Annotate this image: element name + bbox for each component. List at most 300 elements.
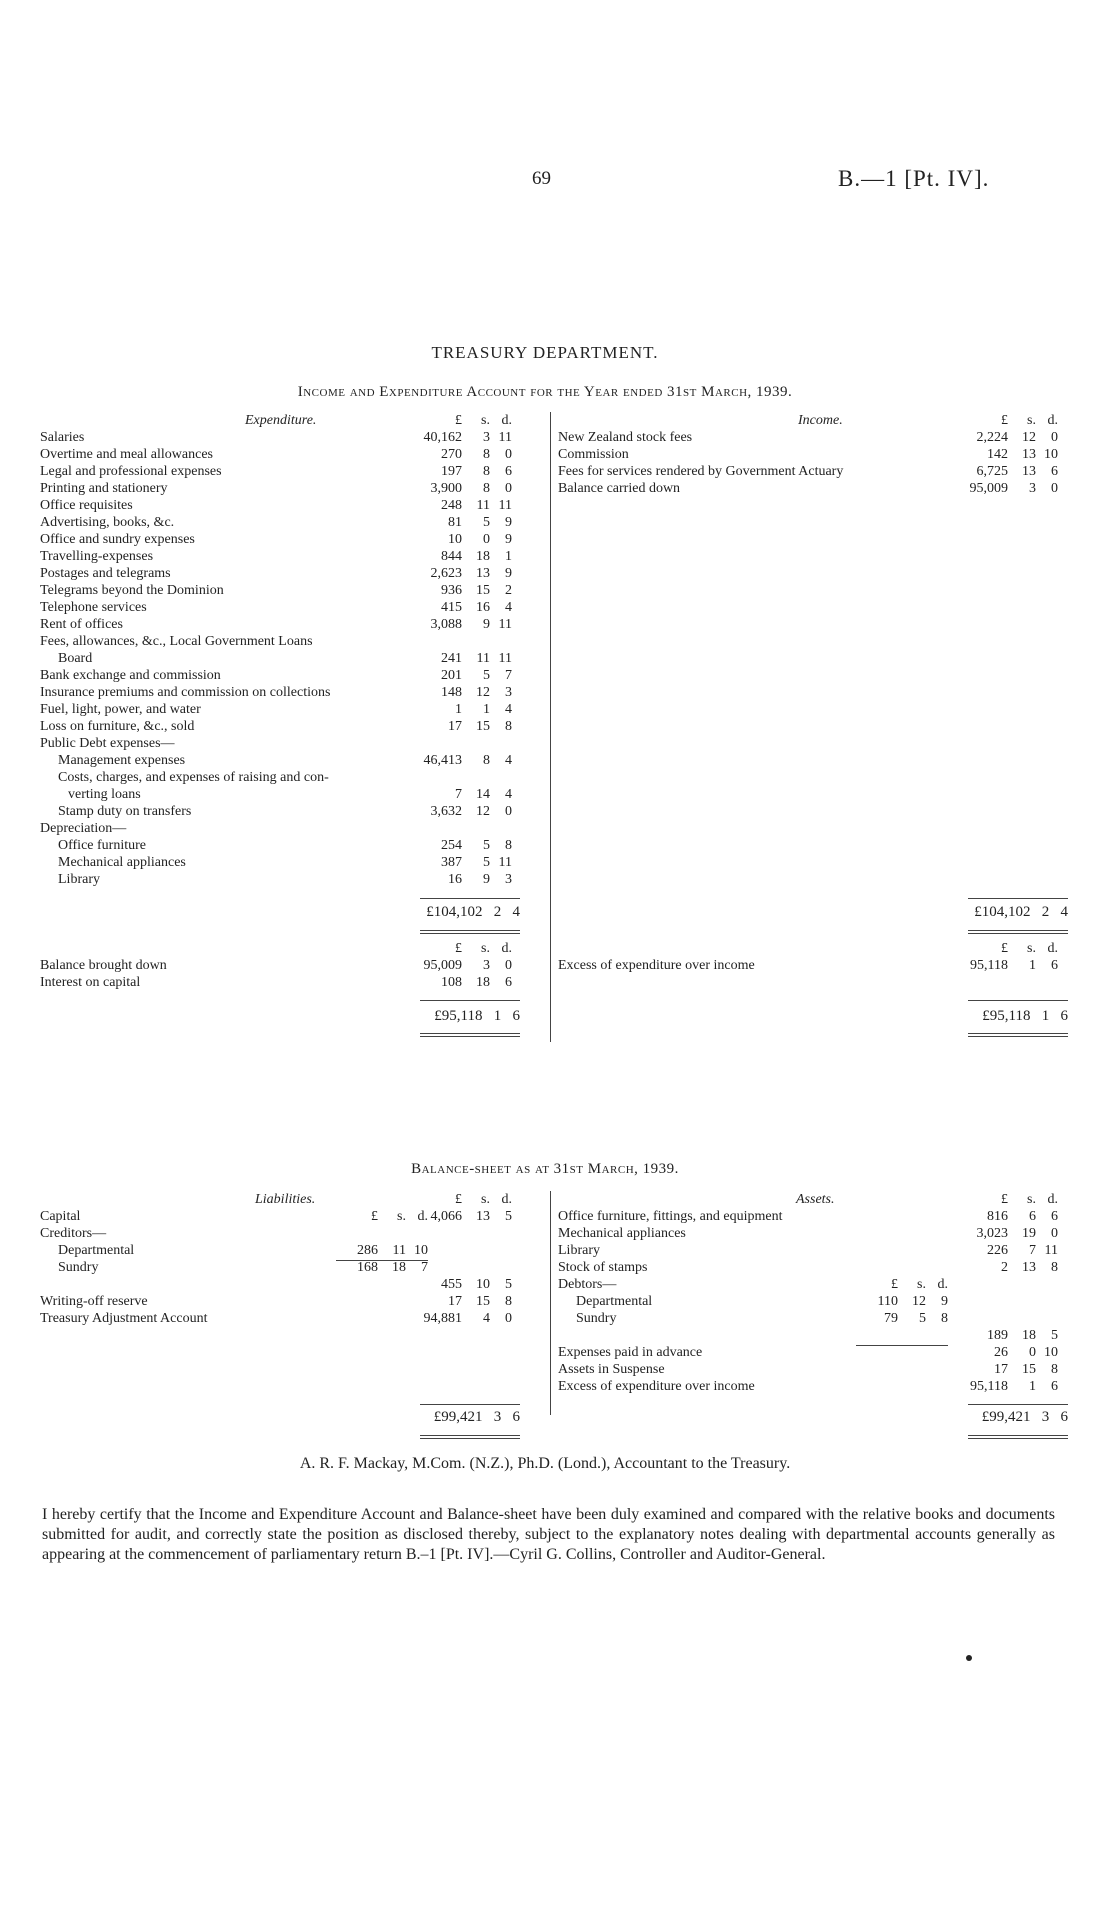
shillings: 3 [1029, 481, 1036, 496]
shillings: 14 [476, 787, 490, 802]
income-expenditure-account [40, 412, 1068, 1052]
pounds: 248 [441, 498, 462, 513]
pence: 6 [505, 975, 512, 990]
shillings-header: s. [1027, 941, 1036, 956]
ledger-row [40, 582, 510, 599]
pounds: 387 [441, 855, 462, 870]
double-rule [968, 1033, 1068, 1037]
pence: 5 [505, 1277, 512, 1292]
shillings: 5 [919, 1311, 926, 1326]
shillings: 18 [392, 1260, 406, 1275]
pence: 11 [498, 430, 512, 445]
row-label: Commission [558, 447, 629, 462]
pounds: 17 [448, 719, 462, 734]
pounds: 16 [448, 872, 462, 887]
ledger-row [40, 701, 510, 718]
row-label: Expenses paid in advance [558, 1345, 703, 1360]
row-label: Costs, charges, and expenses of raising and con- [58, 770, 329, 785]
shillings: 6 [1029, 1209, 1036, 1224]
ledger-row [40, 974, 510, 991]
ledger-row [558, 957, 1058, 974]
pounds: 142 [987, 447, 1008, 462]
pence: 10 [1044, 1345, 1058, 1360]
income-account-heading: Income and Expenditure Account for the Year ended 31st March, 1939. [297, 384, 793, 400]
pence: 0 [505, 481, 512, 496]
pence: 6 [1051, 958, 1058, 973]
ledger-row [558, 1259, 1058, 1276]
row-label: Salaries [40, 430, 85, 445]
shillings: 5 [483, 668, 490, 683]
row-label: Travelling-expenses [40, 549, 154, 564]
ledger-row [40, 1259, 510, 1276]
pounds: 226 [987, 1243, 1008, 1258]
pence: 4 [505, 787, 512, 802]
ledger-row [558, 429, 1058, 446]
shillings: 5 [483, 838, 490, 853]
pence: 5 [505, 1209, 512, 1224]
page-number: 69 [532, 168, 551, 189]
pence: 6 [1051, 1209, 1058, 1224]
balance-sheet [40, 1191, 1068, 1425]
ledger-row [40, 735, 510, 752]
pence: 3 [505, 685, 512, 700]
pounds: 2 [1001, 1260, 1008, 1275]
ledger-row [40, 633, 510, 650]
row-label: Excess of expenditure over income [558, 958, 755, 973]
pounds: 10 [448, 532, 462, 547]
pounds: 3,088 [430, 617, 462, 632]
ledger-row [558, 1225, 1058, 1242]
row-label: Debtors— [558, 1277, 617, 1292]
pence: 11 [498, 617, 512, 632]
shillings: 8 [483, 464, 490, 479]
ledger-row [558, 1378, 1058, 1395]
shillings: 15 [476, 719, 490, 734]
pounds: 286 [357, 1243, 378, 1258]
shillings: 13 [1022, 464, 1036, 479]
row-label: Balance carried down [558, 481, 681, 496]
pence: 0 [1051, 1226, 1058, 1241]
ledger-row [40, 803, 510, 820]
pounds: 108 [441, 975, 462, 990]
pounds: 148 [441, 685, 462, 700]
pounds-header: £ [455, 1192, 462, 1207]
row-label: Telegrams beyond the Dominion [40, 583, 224, 598]
shillings-header: s. [481, 941, 490, 956]
shillings: 19 [1022, 1226, 1036, 1241]
pounds: 40,162 [423, 430, 462, 445]
income-header: Income. [798, 413, 843, 428]
pence: 6 [505, 464, 512, 479]
pounds: 17 [994, 1362, 1008, 1377]
row-label: Office furniture [58, 838, 146, 853]
pence: 9 [505, 532, 512, 547]
ledger-row [40, 616, 510, 633]
pounds: 3,632 [430, 804, 462, 819]
double-rule [968, 1435, 1068, 1439]
shillings: 15 [476, 583, 490, 598]
expenditure-total: £104,102 2 4 [426, 904, 520, 920]
shillings: 8 [483, 753, 490, 768]
assets-rows [558, 1208, 1058, 1395]
shillings: 1 [1029, 958, 1036, 973]
row-label: Mechanical appliances [558, 1226, 686, 1241]
ledger-row [40, 957, 510, 974]
rule [968, 1000, 1068, 1001]
pence: 9 [941, 1294, 948, 1309]
expenditure-rows [40, 429, 510, 888]
pence: 5 [1051, 1328, 1058, 1343]
assets-header: Assets. [796, 1192, 835, 1207]
ledger-row [558, 1276, 1058, 1293]
shillings: 7 [1029, 1243, 1036, 1258]
ledger-row [558, 1327, 1058, 1344]
shillings: 13 [1022, 1260, 1036, 1275]
shillings: 3 [483, 430, 490, 445]
pounds: 94,881 [423, 1311, 462, 1326]
pence: 4 [505, 600, 512, 615]
row-label: Capital [40, 1209, 81, 1224]
row-label: Office and sundry expenses [40, 532, 195, 547]
ledger-row [40, 463, 510, 480]
rule [420, 1404, 520, 1405]
pounds: 81 [448, 515, 462, 530]
liabilities-rows [40, 1208, 510, 1327]
pounds: 3,023 [976, 1226, 1008, 1241]
pence: 1 [505, 549, 512, 564]
row-label: Sundry [576, 1311, 617, 1326]
balance-total-left: £95,118 1 6 [434, 1008, 520, 1024]
ledger-row [40, 650, 510, 667]
shillings: 11 [392, 1243, 406, 1258]
pence: 9 [505, 515, 512, 530]
pounds: 110 [877, 1294, 898, 1309]
pence: 7 [505, 668, 512, 683]
pence-header: d. [417, 1209, 428, 1224]
shillings: 1 [1029, 1379, 1036, 1394]
pounds-header: £ [455, 413, 462, 428]
shillings-header: s. [397, 1209, 406, 1224]
pounds: 816 [987, 1209, 1008, 1224]
row-label: Balance brought down [40, 958, 167, 973]
shillings: 18 [476, 549, 490, 564]
pounds: 201 [441, 668, 462, 683]
pounds: 95,009 [423, 958, 462, 973]
pence: 6 [1051, 464, 1058, 479]
shillings: 18 [476, 975, 490, 990]
row-label: Advertising, books, &c. [40, 515, 175, 530]
pounds: 95,118 [970, 1379, 1008, 1394]
row-label: Overtime and meal allowances [40, 447, 213, 462]
pence: 0 [505, 447, 512, 462]
pounds: 415 [441, 600, 462, 615]
row-label: Depreciation— [40, 821, 127, 836]
row-label: Fees, allowances, &c., Local Government Loans [40, 634, 313, 649]
pounds-header: £ [1001, 1192, 1008, 1207]
expenditure-header: Expenditure. [245, 413, 317, 428]
pence: 0 [505, 1311, 512, 1326]
ledger-row [40, 718, 510, 735]
double-rule [420, 1033, 520, 1037]
pounds: 168 [357, 1260, 378, 1275]
ledger-row [40, 684, 510, 701]
pounds: 95,118 [970, 958, 1008, 973]
row-label: New Zealand stock fees [558, 430, 693, 445]
row-label: Bank exchange and commission [40, 668, 221, 683]
ledger-row [40, 1276, 510, 1293]
row-label: Management expenses [58, 753, 186, 768]
pence: 0 [1051, 481, 1058, 496]
shillings: 5 [483, 855, 490, 870]
pounds: 17 [448, 1294, 462, 1309]
ledger-row [558, 1293, 1058, 1310]
row-label: Excess of expenditure over income [558, 1379, 755, 1394]
pounds: 4,066 [430, 1209, 462, 1224]
row-label: Library [58, 872, 100, 887]
shillings: 13 [1022, 447, 1036, 462]
pounds: 3,900 [430, 481, 462, 496]
pounds: 254 [441, 838, 462, 853]
shillings-header: s. [481, 413, 490, 428]
pence: 8 [505, 838, 512, 853]
pounds: 1 [455, 702, 462, 717]
ledger-row [40, 1208, 510, 1225]
ledger-row [40, 820, 510, 837]
pounds: 79 [884, 1311, 898, 1326]
ledger-row [40, 429, 510, 446]
shillings: 15 [476, 1294, 490, 1309]
ledger-row [558, 1344, 1058, 1361]
column-divider [550, 412, 551, 1042]
shillings-header: s. [481, 1192, 490, 1207]
pounds: 7 [455, 787, 462, 802]
rule [336, 1260, 428, 1261]
ledger-row [40, 837, 510, 854]
double-rule [420, 930, 520, 934]
row-label: Office requisites [40, 498, 133, 513]
pence: 11 [498, 855, 512, 870]
row-label: Departmental [576, 1294, 653, 1309]
ledger-row [40, 531, 510, 548]
shillings-header: s. [1027, 1192, 1036, 1207]
shillings: 16 [476, 600, 490, 615]
department-title: TREASURY DEPARTMENT. [431, 343, 659, 362]
ledger-row [40, 446, 510, 463]
shillings-header: s. [1027, 413, 1036, 428]
ledger-row [558, 446, 1058, 463]
ledger-row [558, 463, 1058, 480]
row-label: Mechanical appliances [58, 855, 186, 870]
pounds: 189 [987, 1328, 1008, 1343]
balance-right-rows [558, 957, 1058, 974]
rule [968, 1404, 1068, 1405]
row-label: Stock of stamps [558, 1260, 648, 1275]
double-rule [968, 930, 1068, 934]
pence: 8 [505, 1294, 512, 1309]
row-label: Office furniture, fittings, and equipment [558, 1209, 783, 1224]
pence: 8 [505, 719, 512, 734]
shillings: 3 [483, 958, 490, 973]
ledger-row [40, 786, 510, 803]
shillings: 13 [476, 1209, 490, 1224]
shillings: 9 [483, 872, 490, 887]
income-rows [558, 429, 1058, 497]
ledger-row [40, 497, 510, 514]
pence: 6 [1051, 1379, 1058, 1394]
ledger-row [40, 1293, 510, 1310]
shillings: 1 [483, 702, 490, 717]
row-label: Loss on furniture, &c., sold [40, 719, 195, 734]
pence: 0 [505, 958, 512, 973]
ledger-row [558, 1208, 1058, 1225]
pounds: 455 [441, 1277, 462, 1292]
pounds-header: £ [891, 1277, 898, 1292]
shillings: 8 [483, 447, 490, 462]
pence: 8 [1051, 1260, 1058, 1275]
ledger-row [558, 1361, 1058, 1378]
ledger-row [40, 565, 510, 582]
pence-header: d. [1047, 941, 1058, 956]
pence: 2 [505, 583, 512, 598]
accountant-signature: A. R. F. Mackay, M.Com. (N.Z.), Ph.D. (Lond.), Accountant to the Treasury. [299, 1455, 791, 1472]
ledger-row [40, 548, 510, 565]
liabilities-header: Liabilities. [255, 1192, 316, 1207]
pounds: 2,224 [976, 430, 1008, 445]
row-label: Library [558, 1243, 600, 1258]
row-label: Insurance premiums and commission on collections [40, 685, 331, 700]
document-reference: B.—1 [Pt. IV]. [838, 166, 990, 191]
rule [856, 1345, 948, 1346]
ledger-row [40, 1225, 510, 1242]
row-label: Sundry [58, 1260, 99, 1275]
shillings: 10 [476, 1277, 490, 1292]
pence: 8 [941, 1311, 948, 1326]
pence: 0 [505, 804, 512, 819]
shillings: 9 [483, 617, 490, 632]
row-label: Rent of offices [40, 617, 123, 632]
shillings: 11 [476, 651, 490, 666]
pounds: 6,725 [976, 464, 1008, 479]
double-rule [420, 1435, 520, 1439]
pounds: 270 [441, 447, 462, 462]
pence: 3 [505, 872, 512, 887]
pounds: 936 [441, 583, 462, 598]
shillings: 12 [1022, 430, 1036, 445]
shillings: 0 [1029, 1345, 1036, 1360]
ledger-row [558, 1310, 1058, 1327]
row-label: Legal and professional expenses [40, 464, 222, 479]
pounds: 241 [441, 651, 462, 666]
balance-left-rows [40, 957, 510, 991]
shillings: 12 [476, 685, 490, 700]
assets-total: £99,421 3 6 [981, 1409, 1068, 1425]
pounds: 2,623 [430, 566, 462, 581]
pounds: 95,009 [969, 481, 1008, 496]
liabilities-total: £99,421 3 6 [433, 1409, 520, 1425]
pence: 11 [498, 651, 512, 666]
balance-sheet-heading: Balance-sheet as at 31st March, 1939. [411, 1161, 679, 1177]
pounds-header: £ [455, 941, 462, 956]
ledger-row [40, 599, 510, 616]
ledger-row [40, 1242, 510, 1259]
pounds-header: £ [371, 1209, 378, 1224]
ledger-row [40, 752, 510, 769]
row-label: Board [58, 651, 93, 666]
balance-total-right: £95,118 1 6 [982, 1008, 1068, 1024]
pence: 10 [414, 1243, 428, 1258]
row-label: Writing-off reserve [40, 1294, 148, 1309]
pence: 11 [1044, 1243, 1058, 1258]
ledger-row [40, 1310, 510, 1327]
row-label: Public Debt expenses— [40, 736, 175, 751]
ledger-row [40, 667, 510, 684]
pence-header: d. [937, 1277, 948, 1292]
column-divider [550, 1191, 551, 1415]
pence-header: d. [501, 413, 512, 428]
row-label: verting loans [68, 787, 141, 802]
pence: 4 [505, 702, 512, 717]
pence: 10 [1044, 447, 1058, 462]
income-total: £104,102 2 4 [974, 904, 1068, 920]
audit-certification: I hereby certify that the Income and Expenditure Account and Balance-sheet have been duly examined and compared with the relative books and documents submitted for audit, and correctly state the position as disclosed thereby, subject to the explanatory notes dealing with departmental accounts generally as appearing at the commencement of parliamentary return B.–1 [Pt. IV].—Cyril G. Collins, Controller and Auditor-General. [42, 1506, 1055, 1563]
row-label: Interest on capital [40, 975, 141, 990]
rule [420, 898, 520, 899]
row-label: Treasury Adjustment Account [40, 1311, 208, 1326]
pounds: 844 [441, 549, 462, 564]
shillings: 5 [483, 515, 490, 530]
pence-header: d. [1047, 413, 1058, 428]
pence-header: d. [501, 941, 512, 956]
shillings: 12 [476, 804, 490, 819]
row-label: Telephone services [40, 600, 147, 615]
pounds-header: £ [1001, 413, 1008, 428]
row-label: Printing and stationery [40, 481, 168, 496]
pence: 7 [421, 1260, 428, 1275]
shillings: 0 [483, 532, 490, 547]
row-label: Stamp duty on transfers [58, 804, 192, 819]
shillings: 8 [483, 481, 490, 496]
shillings: 4 [483, 1311, 490, 1326]
pounds-header: £ [1001, 941, 1008, 956]
ledger-row [40, 871, 510, 888]
row-label: Creditors— [40, 1226, 107, 1241]
ledger-row [558, 1242, 1058, 1259]
shillings: 11 [476, 498, 490, 513]
row-label: Assets in Suspense [558, 1362, 665, 1377]
pence: 4 [505, 753, 512, 768]
pence: 9 [505, 566, 512, 581]
pence: 8 [1051, 1362, 1058, 1377]
pence: 11 [498, 498, 512, 513]
shillings: 18 [1022, 1328, 1036, 1343]
rule [420, 1000, 520, 1001]
row-label: Fuel, light, power, and water [40, 702, 201, 717]
rule [968, 898, 1068, 899]
ledger-row [558, 480, 1058, 497]
shillings: 13 [476, 566, 490, 581]
shillings-header: s. [917, 1277, 926, 1292]
ledger-row [40, 769, 510, 786]
pence-header: d. [501, 1192, 512, 1207]
pounds: 197 [441, 464, 462, 479]
pounds: 26 [994, 1345, 1008, 1360]
row-label: Fees for services rendered by Government Actuary [558, 464, 844, 479]
ink-mark [966, 1655, 972, 1661]
pounds: 46,413 [423, 753, 462, 768]
ledger-row [40, 480, 510, 497]
shillings: 12 [912, 1294, 926, 1309]
ledger-row [40, 514, 510, 531]
